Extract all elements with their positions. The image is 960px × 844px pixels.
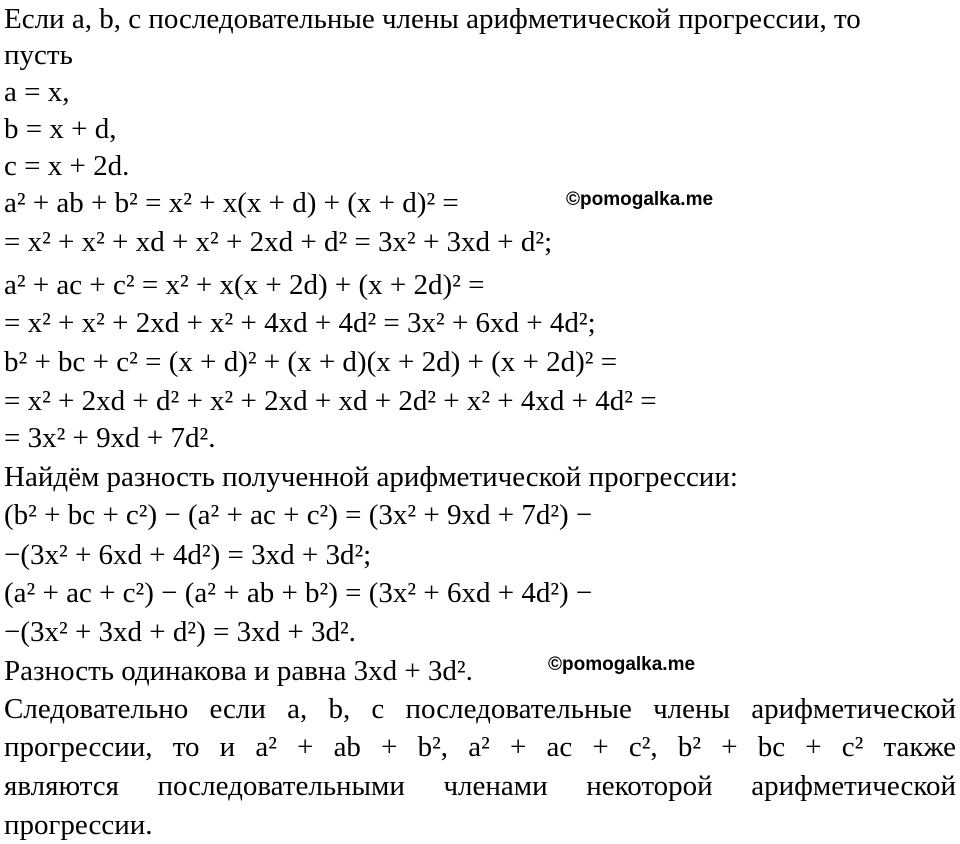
math-line-4: b = x + d, — [4, 113, 117, 145]
math-line-12: = 3x² + 9xd + 7d². — [4, 422, 216, 454]
text-line-1: Если a, b, c последовательные члены арифметической прогрессии, то — [4, 3, 861, 35]
text-line-2: пусть — [4, 39, 73, 71]
text-line-22: прогрессии. — [4, 809, 153, 841]
text-line-20: прогрессии, то и a² + ab + b², a² + ac + c², b² + bc + c² также — [4, 731, 956, 763]
watermark-top: ©pomogalka.me — [566, 189, 714, 210]
text-line-18: Разность одинакова и равна 3xd + 3d². — [4, 655, 473, 687]
math-line-17: −(3x² + 3xd + d²) = 3xd + 3d². — [4, 616, 356, 648]
watermark-bottom: ©pomogalka.me — [548, 654, 696, 675]
text-line-21: являются последовательными членами некоторой арифметической — [4, 770, 956, 802]
text-line-19: Следовательно если a, b, c последовательные члены арифметической — [4, 693, 956, 725]
math-line-9: = x² + x² + 2xd + x² + 4xd + 4d² = 3x² + 6xd + 4d²; — [4, 307, 596, 339]
math-line-8: a² + ac + c² = x² + x(x + 2d) + (x + 2d)² = — [4, 269, 485, 301]
math-line-16: (a² + ac + c²) − (a² + ab + b²) = (3x² + 6xd + 4d²) − — [4, 577, 593, 609]
math-line-3: a = x, — [4, 76, 70, 108]
math-line-6: a² + ab + b² = x² + x(x + d) + (x + d)² = — [4, 187, 459, 219]
math-line-7: = x² + x² + xd + x² + 2xd + d² = 3x² + 3xd + d²; — [4, 226, 553, 258]
math-line-5: c = x + 2d. — [4, 150, 130, 182]
math-line-10: b² + bc + c² = (x + d)² + (x + d)(x + 2d) + (x + 2d)² = — [4, 346, 618, 378]
math-line-15: −(3x² + 6xd + 4d²) = 3xd + 3d²; — [4, 539, 372, 571]
math-line-11: = x² + 2xd + d² + x² + 2xd + xd + 2d² + x² + 4xd + 4d² = — [4, 385, 657, 417]
text-line-13: Найдём разность полученной арифметической прогрессии: — [4, 461, 738, 493]
math-line-14: (b² + bc + c²) − (a² + ac + c²) = (3x² + 9xd + 7d²) − — [4, 499, 593, 531]
